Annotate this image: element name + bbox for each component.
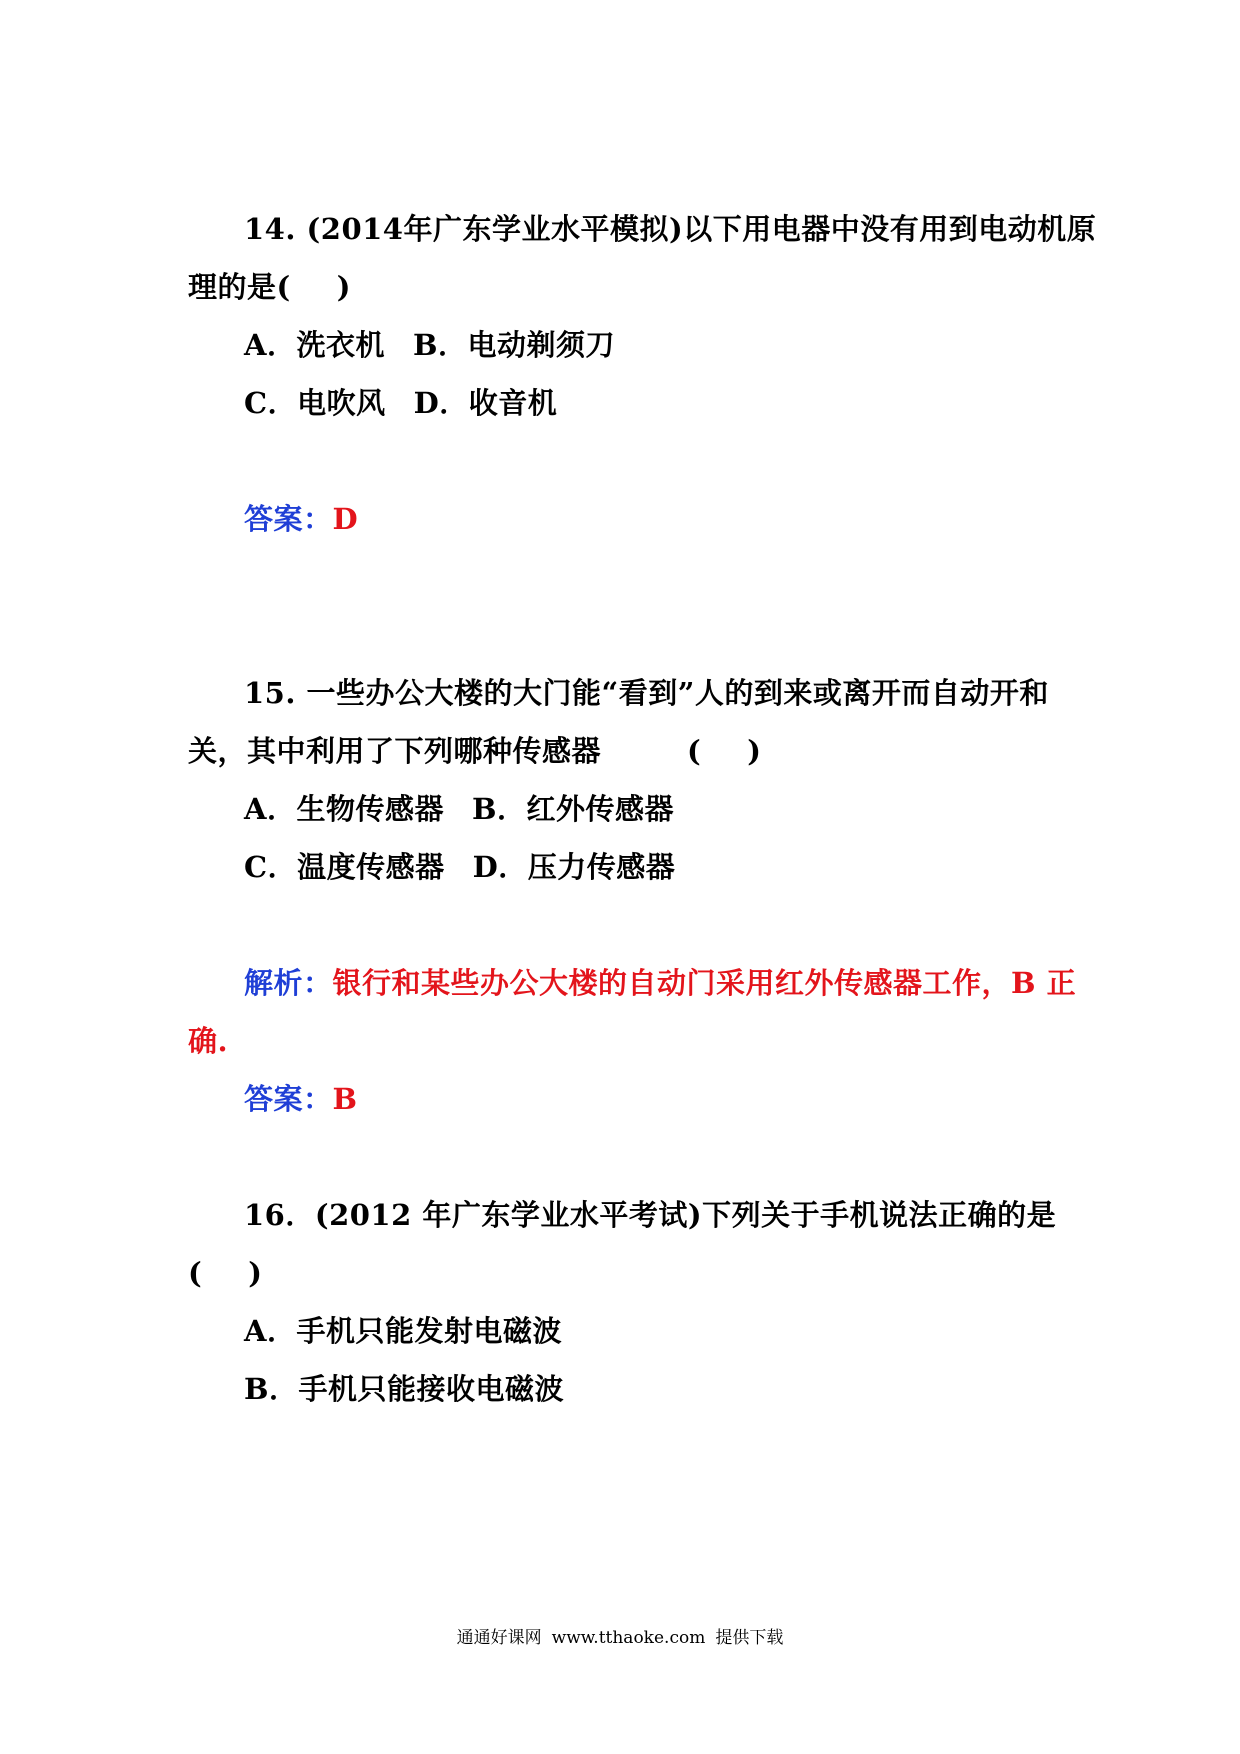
q14-answer xyxy=(244,499,358,539)
q15-paren-close: ) xyxy=(747,734,762,768)
q16-option-a: A．手机只能发射电磁波 xyxy=(244,1314,563,1348)
q14-stem-line1: 14. (2014年广东学业水平模拟)以下用电器中没有用到电动机原 xyxy=(244,212,1097,246)
q15-option-b: B．红外传感器 xyxy=(472,792,675,826)
q14-options-row1 xyxy=(244,325,615,365)
q15-paren-open: ( xyxy=(687,734,702,768)
q15-answer-value: B xyxy=(332,1082,358,1116)
q14-option-d: D．收音机 xyxy=(413,386,558,420)
q15-analysis-label: 解析： xyxy=(244,966,333,1000)
q14-answer-value: D xyxy=(332,502,359,536)
q15-stem-line2 xyxy=(188,731,761,771)
q16-stem-line2 xyxy=(188,1253,262,1293)
q14-answer-label: 答案： xyxy=(244,502,333,536)
q15-option-a: A．生物传感器 xyxy=(244,792,445,826)
q15-analysis-line2: 确. xyxy=(188,1024,229,1058)
q15-option-d: D．压力传感器 xyxy=(472,850,676,884)
q15-analysis-line1 xyxy=(244,963,1076,1003)
q14-stem-text: 理的是( xyxy=(188,270,291,304)
q14-paren-close: ) xyxy=(336,270,351,304)
q14-option-c: C．电吹风 xyxy=(244,386,386,420)
q15-stem-line1: 15. 一些办公大楼的大门能“看到”人的到来或离开而自动开和 xyxy=(244,676,1049,710)
footer-suffix: 提供下载 xyxy=(715,1628,784,1648)
q16-paren-close: ) xyxy=(248,1256,263,1290)
q15-analysis-text: 银行和某些办公大楼的自动门采用红外传感器工作，B 正 xyxy=(332,966,1077,1000)
q14-option-b: B．电动剃须刀 xyxy=(413,328,616,362)
q15-stem-text: 关，其中利用了下列哪种传感器 xyxy=(188,734,602,768)
footer-url[interactable]: www.tthaoke.com xyxy=(551,1628,706,1648)
q16-paren-open: ( xyxy=(188,1256,203,1290)
q15-answer xyxy=(244,1079,358,1119)
q14-stem-line2 xyxy=(188,267,351,307)
q15-option-c: C．温度传感器 xyxy=(244,850,445,884)
q16-option-b: B．手机只能接收电磁波 xyxy=(244,1372,565,1406)
q15-answer-label: 答案： xyxy=(244,1082,333,1116)
q14-option-a: A．洗衣机 xyxy=(244,328,386,362)
q15-options-row2 xyxy=(244,847,675,887)
q14-options-row2 xyxy=(244,383,557,423)
footer-site-name: 通通好课网 xyxy=(456,1628,542,1648)
page-footer xyxy=(0,1626,1240,1650)
q16-stem-line1: 16．(2012 年广东学业水平考试)下列关于手机说法正确的是 xyxy=(244,1198,1057,1232)
q15-options-row1 xyxy=(244,789,674,829)
